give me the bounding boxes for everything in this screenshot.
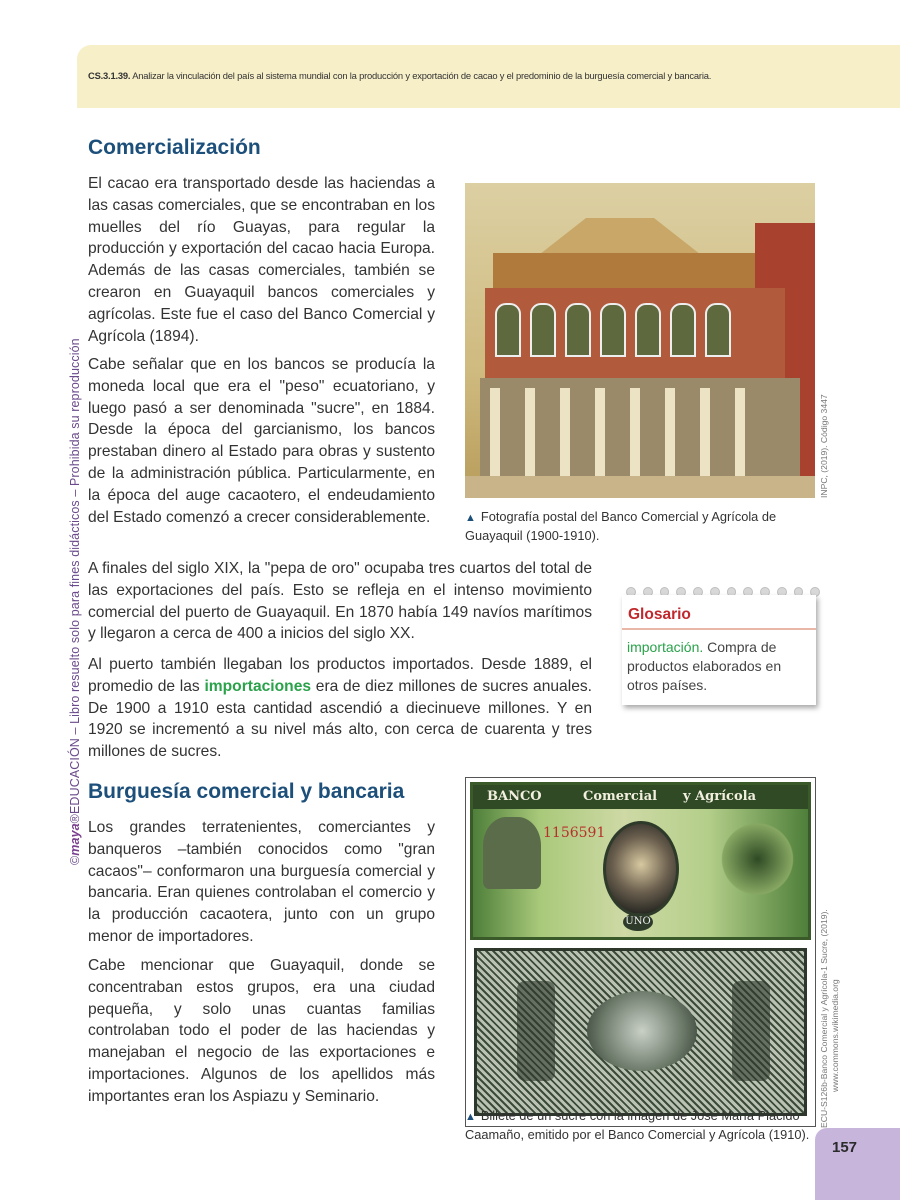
page-number: 157 bbox=[832, 1139, 858, 1156]
curriculum-header-text bbox=[88, 70, 888, 81]
glossary-definition: Compra de productos elaborados en otros países. bbox=[627, 639, 782, 693]
banknote-title-mid: Comercial bbox=[583, 789, 658, 804]
copyright-symbol: © bbox=[68, 855, 82, 865]
banknote-caption-text: Billete de un sucre con la imagen de José María Plácido Caamaño, emitido por el Banco Comercial y Agrícola (1910). bbox=[465, 1108, 810, 1142]
glossary-term: importación. bbox=[627, 639, 704, 655]
caption-triangle-icon: ▲ bbox=[465, 1111, 476, 1123]
banknote-credit-2: www.commons.wikimedia.org bbox=[830, 979, 840, 1092]
banknote-title-left: BANCO bbox=[487, 789, 542, 804]
glossary-entry bbox=[627, 638, 807, 695]
paragraph-4-end: era de diez millones de sucres anuales. De 1900 a 1910 esta cantidad ascendió a diecinueve millones. Y en 1920 se incrementó a su nivel más alto, con cerca de cuarenta y tres millones de sucres. bbox=[88, 677, 592, 761]
curriculum-header bbox=[77, 45, 900, 108]
banknote-back bbox=[474, 948, 807, 1116]
glossary-term-link[interactable]: importaciones bbox=[204, 677, 312, 695]
company-name: EDUCACIÓN bbox=[68, 738, 82, 814]
glossary-title: Glosario bbox=[628, 606, 691, 623]
separator: – bbox=[68, 723, 82, 739]
portrait-caamano bbox=[603, 821, 679, 917]
banknote-value: UNO bbox=[623, 913, 653, 931]
allegory-figure bbox=[483, 817, 541, 889]
banknote-serial: 1156591 bbox=[543, 825, 606, 841]
glossary-box bbox=[622, 595, 816, 705]
paragraph-6: Cabe mencionar que Guayaquil, donde se concentraban estos grupos, era una ciudad pequeña, y solo unas cuantas familias controlaban todo el poder de las haciendas y manejaban el negocio de las exportaciones e importaciones. Algunos de los apellidos más importantes eran los Aspiazu y Seminario. bbox=[88, 957, 435, 1105]
banknote-numeral-ornament bbox=[715, 819, 800, 899]
paragraph-4-start: Al puerto también llegaban los productos importados. Desde 1889, el promedio de las bbox=[88, 656, 592, 695]
section-title-burguesia: Burguesía comercial y bancaria bbox=[88, 780, 405, 803]
brand-logo: maya bbox=[68, 823, 82, 856]
curriculum-objective: Analizar la vinculación del país al sistema mundial con la producción y exportación de cacao y el predominio de la burguesía comercial y bancaria. bbox=[132, 70, 712, 81]
caption-triangle-icon: ▲ bbox=[465, 512, 476, 524]
registered-mark: ® bbox=[68, 814, 82, 824]
paragraph-3: A finales del siglo XIX, la "pepa de oro" ocupaba tres cuartos del total de las exportaciones del país. Esto se refleja en el intenso movimiento comercial del puerto de Guayaquil. En 1870 había 149 navíos marítimos y llegaron a cerca de 400 a inicios del siglo XX. bbox=[88, 560, 592, 643]
photo1-caption-text: Fotografía postal del Banco Comercial y Agrícola de Guayaquil (1900-1910). bbox=[465, 509, 777, 543]
section-title-comercializacion: Comercialización bbox=[88, 136, 261, 159]
paragraph-5: Los grandes terratenientes, comerciantes y banqueros –también conocidos como "gran cacaos"– conformaron una burguesía comercial y bancaria. Eran quienes controlaban el comercio y la producción cacaotera, junto con un grupo menor de importadores. bbox=[88, 819, 435, 945]
paragraph-1: El cacao era transportado desde las haciendas a las casas comerciales, que se encontraban en los muelles del río Guayas, para regular la producción y exportación del cacao hacia Europa. Además de las casas comerciales, también se crearon en Guayaquil bancos comerciales y agrícolas. Este fue el caso del Banco Comercial y Agrícola (1894). bbox=[88, 175, 435, 345]
photo1-credit: INPC, (2019). Código 3447 bbox=[819, 394, 829, 498]
page-number-tab bbox=[815, 1128, 900, 1200]
paragraph-4 bbox=[88, 654, 592, 763]
curriculum-code: CS.3.1.39. bbox=[88, 70, 131, 81]
banknote-caption bbox=[465, 1107, 815, 1143]
banknote-title-right: y Agrícola bbox=[683, 789, 756, 804]
disclaimer-text: Libro resuelto solo para fines didácticos – Prohibida su reproducción bbox=[68, 338, 82, 724]
banknote-front bbox=[470, 782, 811, 940]
banknote-image bbox=[465, 777, 816, 1127]
paragraph-2: Cabe señalar que en los bancos se producía la moneda local que era el "peso" ecuatoriano, y luego pasó a ser denominada "sucre", en 1884. Desde la época del garcianismo, los bancos prestaban dinero al Estado para obras y sustento de la administración pública. Particularmente, en la época del auge cacaotero, el endeudamiento del Estado comenzó a crecer considerablemente. bbox=[88, 356, 435, 526]
side-margin-notice bbox=[68, 338, 82, 865]
glossary-divider bbox=[622, 628, 816, 630]
banknote-credit-1: ECU-S126b-Banco Comercial y Agrícola-1 Sucre, (2019). bbox=[819, 909, 829, 1128]
bank-building-photo bbox=[465, 183, 815, 498]
photo1-caption bbox=[465, 508, 810, 544]
